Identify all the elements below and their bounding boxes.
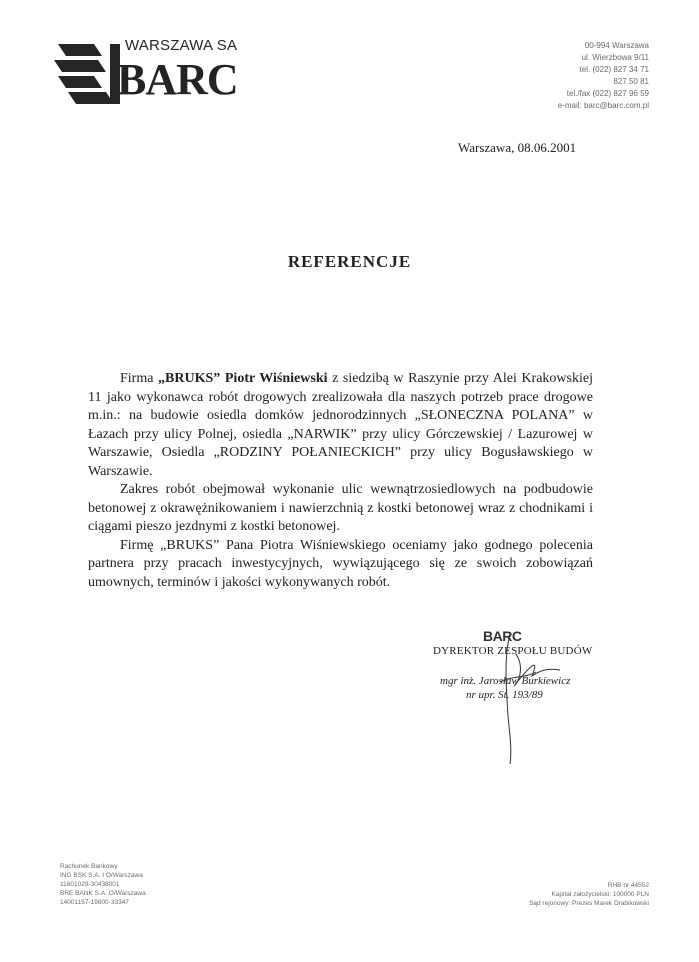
company-name: BARC: [117, 55, 238, 104]
contact-line: ul. Wierzbowa 9/11: [581, 53, 649, 62]
letter-body: [88, 370, 593, 592]
footer-bank-info: [60, 862, 146, 907]
footer-line: 14001157-19800-33347: [60, 899, 129, 906]
p1-text-start: Firma: [120, 371, 159, 386]
company-contact-block: [469, 40, 649, 112]
letter-date: Warszawa, 08.06.2001: [458, 140, 577, 155]
footer-line: Sąd rejonowy: Prezes Marek Drabikowski: [529, 900, 649, 907]
contact-line: tel./fax (022) 827 96 59: [566, 89, 649, 98]
footer-line: ING BSK S.A. I O/Warszawa: [60, 872, 143, 879]
stamp-company-logo: BARC: [483, 628, 522, 644]
company-subtitle: WARSZAWA SA: [125, 37, 238, 54]
document-title: REFERENCJE: [287, 252, 412, 271]
contact-line: e-mail: barc@barc.com.pl: [557, 101, 649, 110]
p1-text-rest: z siedzibą w Raszynie przy Alei Krakowskiej 11 jako wykonawca robót drogowych zrealizowała dla naszych potrzeb prace drogowe m.in.: na budowie osiedla domków jednorodzinnych „SŁONECZNA POLANA” w Łazach przy ulicy Polnej, osiedla „NARWIK” przy ulicy Górczewskiej / Lazurowej w Warszawie, Osiedla „RODZINY POŁANIECKICH” przy ulicy Bogusławskiego w Warszawie.: [88, 371, 593, 479]
footer-line: 11601029-30438001: [60, 881, 120, 888]
signatory-role: DYREKTOR ZESPOŁU BUDÓW: [433, 645, 593, 657]
handwritten-signature: [470, 626, 580, 766]
body-paragraph-2: Zakres robót obejmował wykonanie ulic wewnątrzosiedlowych na podbudowie betonowej z okrawężnikowaniem i nawierzchnią z kostki betonowej wraz z chodnikami i ciągami pieszo jezdnymi z kostki betonowej.: [88, 482, 593, 534]
signatory-name: mgr inż. Jarosław Burkiewicz: [440, 675, 571, 687]
footer-line: Kapitał założycielski: 100000 PLN: [551, 891, 649, 898]
barc-logo-icon: [54, 42, 124, 106]
signatory-license: nr upr. St. 193/89: [466, 689, 543, 701]
footer-registry-info: [529, 881, 649, 908]
body-paragraph-1: [88, 370, 593, 481]
contact-line: 00-994 Warszawa: [584, 41, 649, 50]
contact-line: 827 50 81: [613, 77, 649, 86]
footer-line: Rachunek Bankowy: [60, 863, 118, 870]
contact-line: tel. (022) 827 34 71: [579, 65, 649, 74]
footer-line: BRE BANK S.A. O/Warszawa: [60, 890, 146, 897]
body-paragraph-3: Firmę „BRUKS” Pana Piotra Wiśniewskiego oceniamy jako godnego polecenia partnera przy pracach inwestycyjnych, wywiązującego się ze swoich zobowiązań umownych, terminów i jakości wykonywanych robót.: [88, 537, 593, 590]
p1-company-name: „BRUKS” Piotr Wiśniewski: [158, 371, 328, 386]
footer-line: RHB nr 44552: [607, 882, 649, 889]
